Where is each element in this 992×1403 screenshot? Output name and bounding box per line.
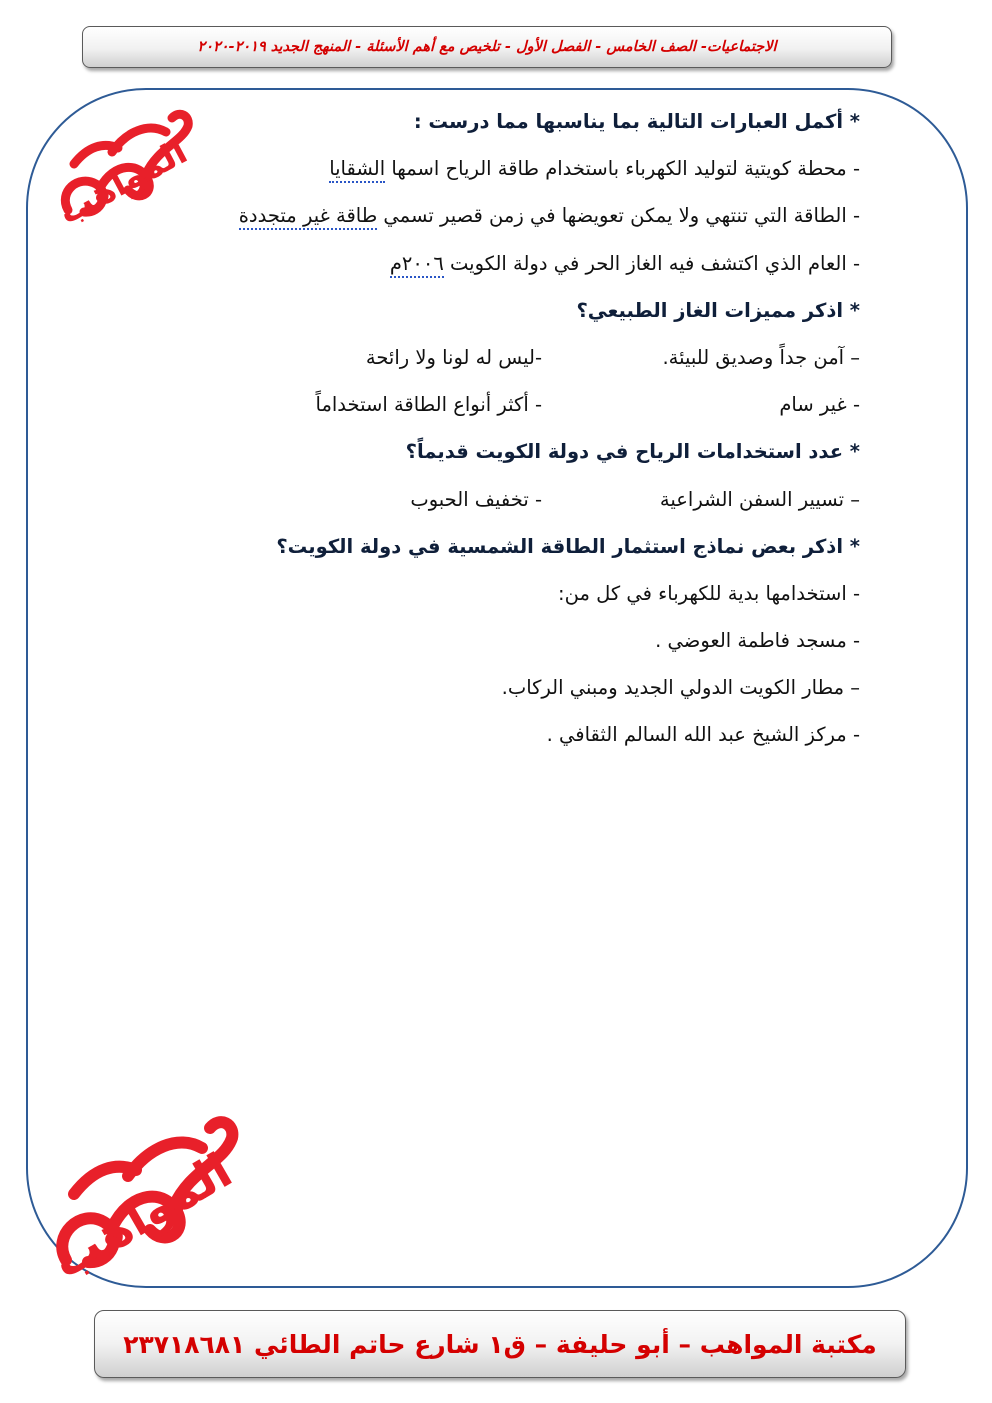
solar-item-2: - مسجد فاطمة العوضي . — [655, 629, 860, 653]
footer-address: مكتبة المواهب – أبو حليفة – ق١ شارع حاتم الطائي ٢٣٧١٨٦٨١ — [123, 1329, 877, 1359]
question-complete-sentences: * أكمل العبارات التالية بما يناسبها مما درست : — [413, 110, 860, 133]
worksheet-content — [100, 98, 860, 759]
header-title: الاجتماعيات- الصف الخامس - الفصل الأول - تلخيص مع أهم الأسئلة - المنهج الجديد ٢٠١٩-٢٠٢٠ — [197, 39, 777, 55]
header-bar — [82, 26, 892, 68]
question-wind-uses: * عدد استخدامات الرياح في دولة الكويت قديماً؟ — [405, 440, 860, 464]
logo-bottom — [40, 1090, 245, 1290]
footer-bar — [94, 1310, 906, 1378]
gas-feature-no-color: -ليس له لونا ولا رائحة — [365, 345, 542, 369]
fill-item-3 — [100, 240, 860, 287]
fill-item-3-text: - العام الذي اكتشف فيه الغاز الحر في دولة الكويت — [443, 251, 860, 275]
question-solar-examples: * اذكر بعض نماذج استثمار الطاقة الشمسية في دولة الكويت؟ — [276, 534, 860, 558]
wind-use-sailing: – تسيير السفن الشراعية — [659, 487, 860, 511]
wind-use-row-1 — [100, 476, 860, 523]
solar-item-3: – مطار الكويت الدولي الجديد ومبني الركاب. — [501, 676, 860, 700]
gas-feature-most-used: - أكثر أنواع الطاقة استخداماً — [315, 393, 542, 417]
svg-text:المواهب: المواهب — [51, 131, 194, 232]
fill-item-1 — [100, 145, 860, 192]
solar-item-1: - استخدامها بدية للكهرباء في كل من: — [558, 581, 860, 605]
fill-item-2-text: - الطاقة التي تنتهي ولا يمكن تعويضها في زمن قصير تسمي — [377, 204, 860, 228]
gas-feature-row-1 — [100, 334, 860, 381]
svg-text:المواهب: المواهب — [42, 1142, 242, 1290]
gas-feature-non-toxic: - غير سام — [779, 393, 860, 417]
fill-item-2-answer: طاقة غير متجددة — [239, 204, 378, 230]
fill-item-2 — [100, 192, 860, 239]
gas-feature-safe: – آمن جداً وصديق للبيئة. — [662, 345, 860, 369]
solar-item-4: - مركز الشيخ عبد الله السالم الثقافي . — [546, 723, 860, 747]
gas-feature-row-2 — [100, 381, 860, 428]
fill-item-1-text: - محطة كويتية لتوليد الكهرباء باستخدام طاقة الرياح اسمها — [385, 157, 860, 181]
fill-item-3-answer: ٢٠٠٦م — [390, 252, 444, 278]
wind-use-grain: - تخفيف الحبوب — [410, 487, 542, 511]
fill-item-1-answer: الشقايا — [329, 157, 385, 183]
question-natural-gas: * اذكر مميزات الغاز الطبيعي؟ — [576, 298, 860, 322]
